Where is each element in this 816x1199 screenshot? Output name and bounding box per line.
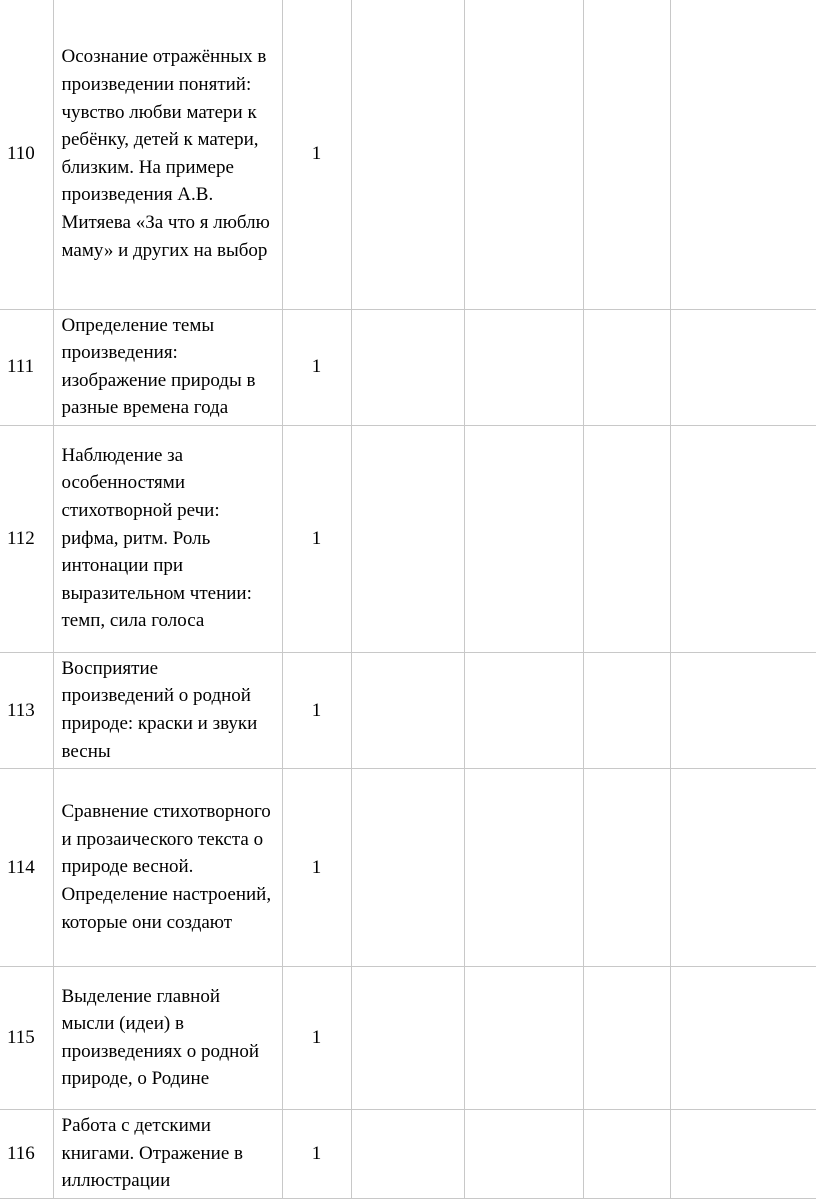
empty-cell xyxy=(670,309,816,425)
lesson-topic: Определение темы произведения: изображение природы в разные времена года xyxy=(53,309,282,425)
empty-cell xyxy=(670,652,816,768)
lesson-number: 115 xyxy=(0,967,53,1110)
table-row xyxy=(0,1110,816,1199)
lesson-topic: Сравнение стихотворного и прозаического текста о природе весной. Определение настроений, которые они создают xyxy=(53,769,282,967)
lesson-hours: 1 xyxy=(282,0,351,309)
empty-cell xyxy=(670,0,816,309)
lesson-hours: 1 xyxy=(282,425,351,652)
lesson-topic: Осознание отражённых в произведении понятий: чувство любви матери к ребёнку, детей к матери, близким. На примере произведения А.В. Митяева «За что я люблю маму» и других на выбор xyxy=(53,0,282,309)
empty-cell xyxy=(464,425,583,652)
empty-cell xyxy=(670,967,816,1110)
lesson-number: 113 xyxy=(0,652,53,768)
lesson-hours: 1 xyxy=(282,769,351,967)
table-row xyxy=(0,967,816,1110)
empty-cell xyxy=(351,967,464,1110)
lesson-hours: 1 xyxy=(282,967,351,1110)
lesson-topic: Выделение главной мысли (идеи) в произведениях о родной природе, о Родине xyxy=(53,967,282,1110)
lesson-hours: 1 xyxy=(282,309,351,425)
table-row xyxy=(0,0,816,309)
empty-cell xyxy=(351,652,464,768)
lesson-hours: 1 xyxy=(282,1110,351,1199)
empty-cell xyxy=(351,769,464,967)
empty-cell xyxy=(670,1110,816,1199)
lesson-topic: Наблюдение за особенностями стихотворной речи: рифма, ритм. Роль интонации при выразительном чтении: темп, сила голоса xyxy=(53,425,282,652)
empty-cell xyxy=(464,769,583,967)
lesson-hours: 1 xyxy=(282,652,351,768)
empty-cell xyxy=(583,769,670,967)
empty-cell xyxy=(351,1110,464,1199)
lesson-number: 116 xyxy=(0,1110,53,1199)
empty-cell xyxy=(351,309,464,425)
table-row xyxy=(0,309,816,425)
table-row xyxy=(0,425,816,652)
empty-cell xyxy=(583,0,670,309)
empty-cell xyxy=(351,425,464,652)
empty-cell xyxy=(583,309,670,425)
empty-cell xyxy=(670,769,816,967)
lesson-topic: Восприятие произведений о родной природе: краски и звуки весны xyxy=(53,652,282,768)
empty-cell xyxy=(583,652,670,768)
empty-cell xyxy=(464,309,583,425)
empty-cell xyxy=(464,0,583,309)
empty-cell xyxy=(583,967,670,1110)
lesson-number: 110 xyxy=(0,0,53,309)
empty-cell xyxy=(583,1110,670,1199)
table-row xyxy=(0,769,816,967)
empty-cell xyxy=(464,967,583,1110)
empty-cell xyxy=(583,425,670,652)
empty-cell xyxy=(351,0,464,309)
empty-cell xyxy=(670,425,816,652)
lesson-topic: Работа с детскими книгами. Отражение в иллюстрации xyxy=(53,1110,282,1199)
lesson-number: 112 xyxy=(0,425,53,652)
table-row xyxy=(0,652,816,768)
empty-cell xyxy=(464,652,583,768)
empty-cell xyxy=(464,1110,583,1199)
lesson-number: 114 xyxy=(0,769,53,967)
lesson-number: 111 xyxy=(0,309,53,425)
